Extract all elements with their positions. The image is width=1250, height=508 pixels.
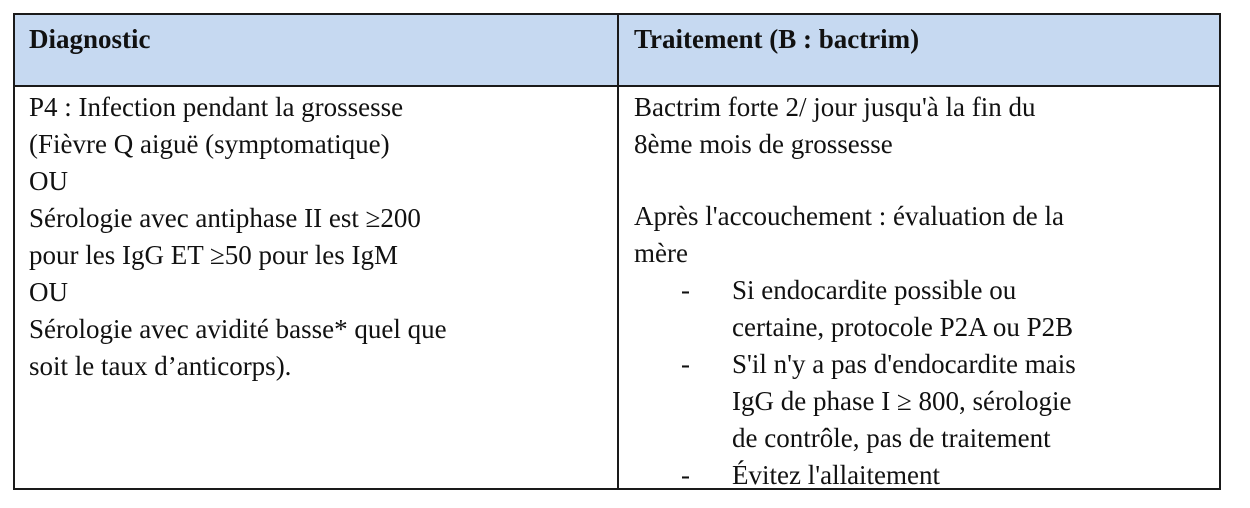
header-traitement: Traitement (B : bactrim): [634, 24, 920, 54]
bullet-line: de contrôle, pas de traitement: [732, 423, 1051, 453]
traitement-line: mère: [634, 238, 688, 268]
header-diagnostic: Diagnostic: [29, 24, 151, 54]
bullet-marker: -: [681, 349, 690, 379]
bullet-line: IgG de phase I ≥ 800, sérologie: [732, 386, 1072, 416]
bullet-item: [634, 346, 1219, 457]
paragraph-gap: [634, 163, 1219, 198]
bullet-text: [732, 457, 940, 494]
bullet-marker: -: [681, 460, 690, 490]
diagnostic-line: P4 : Infection pendant la grossesse: [29, 92, 404, 122]
bullet-marker: -: [681, 275, 690, 305]
bullet-text: [732, 272, 1073, 346]
diagnostic-line: Sérologie avec avidité basse* quel que: [29, 314, 447, 344]
diagnostic-cell: [29, 89, 609, 385]
diagnostic-line: soit le taux d’anticorps).: [29, 351, 292, 381]
bullet-item: [634, 457, 1219, 494]
traitement-line: 8ème mois de grossesse: [634, 129, 893, 159]
bullet-item: [634, 272, 1219, 346]
diagnostic-line: Sérologie avec antiphase II est ≥200: [29, 203, 421, 233]
diagnostic-line: OU: [29, 277, 68, 307]
bullet-line: Évitez l'allaitement: [732, 460, 941, 490]
traitement-cell: [634, 89, 1219, 494]
protocol-table: [13, 13, 1221, 490]
bullet-text: [732, 346, 1076, 457]
bullet-line: Si endocardite possible ou: [732, 275, 1017, 305]
diagnostic-line: (Fièvre Q aiguë (symptomatique): [29, 129, 390, 159]
traitement-line: Après l'accouchement : évaluation de la: [634, 201, 1064, 231]
diagnostic-line: OU: [29, 166, 68, 196]
diagnostic-line: pour les IgG ET ≥50 pour les IgM: [29, 240, 399, 270]
traitement-line: Bactrim forte 2/ jour jusqu'à la fin du: [634, 92, 1036, 122]
bullet-line: S'il n'y a pas d'endocardite mais: [732, 349, 1076, 379]
column-divider: [617, 15, 619, 488]
bullet-line: certaine, protocole P2A ou P2B: [732, 312, 1074, 342]
